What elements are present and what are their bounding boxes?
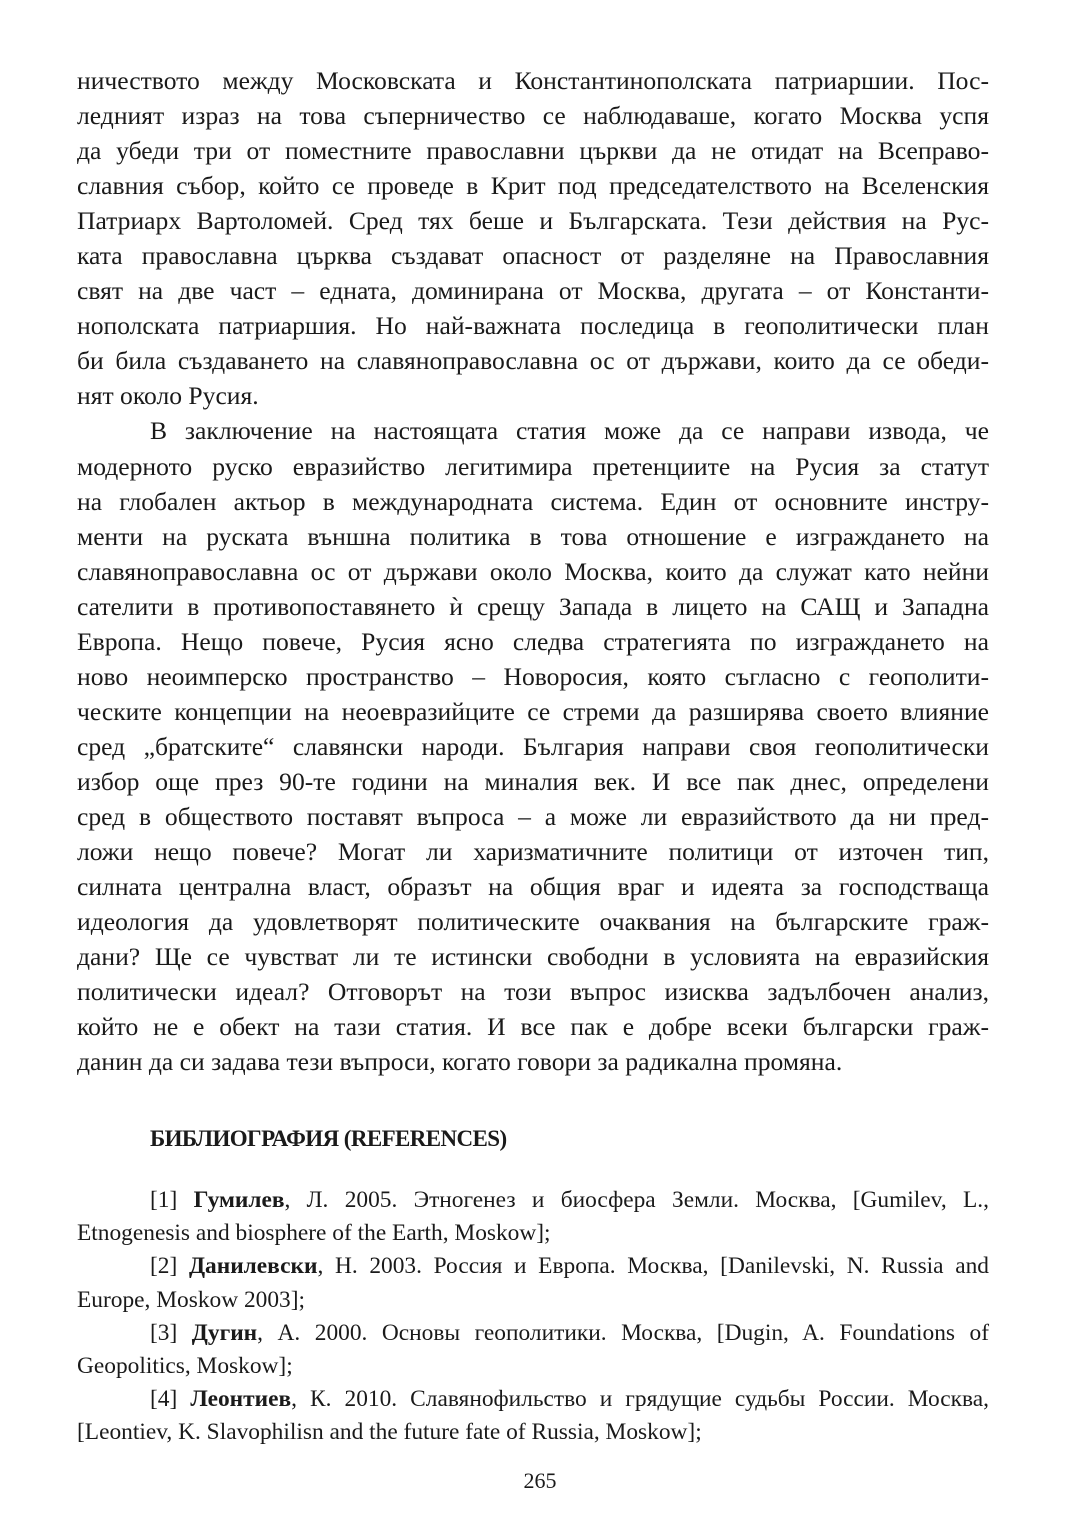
body-line: избор още през 90-те години на миналия век. И все пак днес, определени	[77, 766, 989, 796]
reference-text: [Leontiev, K. Slavophilisn and the future fate of Russia, Moskow];	[77, 1419, 702, 1446]
body-line: дани? Ще се чувстват ли те истински свободни в условията на евразийския	[77, 942, 989, 972]
reference-text: Etnogenesis and biosphere of the Earth, Moskow];	[77, 1220, 551, 1247]
reference-entry	[77, 1317, 989, 1383]
reference-entry	[77, 1184, 989, 1250]
page-content	[77, 63, 990, 1446]
body-line: сред в обществото поставят въпроса – а може ли евразийството да ни пред-	[77, 801, 989, 831]
body-line: сред „братските“ славянски народи. България направи своя геополитически	[77, 731, 989, 761]
bibliography-list	[77, 1184, 989, 1450]
body-line: би била създаването на славяноправославна ос от държави, които да се обеди-	[77, 346, 989, 376]
body-line: В заключение на настоящата статия може да се направи извода, че	[150, 416, 989, 446]
body-line: свят на две част – едната, доминирана от Москва, другата – от Константи-	[77, 276, 989, 306]
page-number: 265	[523, 1468, 557, 1493]
body-line: нополската патриаршия. Но най-важната последица в геополитически план	[77, 311, 989, 341]
body-line: който не е обект на тази статия. И все пак е добре всеки български граж-	[77, 1012, 989, 1042]
reference-entry	[77, 1383, 989, 1449]
body-line: ничеството между Московската и Константинополската патриаршии. Пос-	[77, 66, 989, 95]
body-text	[77, 63, 989, 1079]
body-line: ката православна църква създават опасност от разделяне на Православния	[77, 241, 989, 271]
reference-text: , Л. 2005. Этногенез и биосфера Земли. Москва, [Gumilev, L.,	[284, 1187, 989, 1213]
body-line: на глобален актьор в международната система. Един от основните инстру-	[77, 486, 989, 516]
body-line: модерното руско евразийство легитимира претенциите на Русия за статут	[77, 451, 989, 481]
reference-author: Дугин	[191, 1319, 258, 1346]
reference-author: Гумилев	[193, 1187, 285, 1213]
body-line: ледният израз на това съперничество се наблюдаваше, когато Москва успя	[77, 101, 989, 131]
reference-text: , А. 2000. Основы геополитики. Москва, [Dugin, A. Foundations of	[257, 1319, 989, 1346]
reference-number: [2]	[150, 1253, 178, 1280]
reference-text: , К. 2010. Славянофильство и грядущие судьбы России. Москва,	[291, 1386, 990, 1413]
body-line: Европа. Нещо повече, Русия ясно следва стратегията по изграждането на	[77, 626, 989, 656]
body-line: менти на руската външна политика в това отношение е изграждането на	[77, 521, 989, 551]
body-line: силната централна власт, образът на общия враг и идеята за господстваща	[77, 872, 989, 902]
body-line: славяноправославна ос от държави около Москва, които да служат като нейни	[77, 556, 989, 586]
reference-text: Geopolitics, Moskow];	[77, 1353, 293, 1380]
reference-number: [3]	[150, 1319, 178, 1346]
body-line: политически идеал? Отговорът на този въпрос изисква задълбочен анализ,	[77, 977, 989, 1007]
body-line: нят около Русия.	[77, 381, 259, 411]
reference-text: , Н. 2003. Россия и Европа. Москва, [Danilevski, N. Russia and	[317, 1253, 989, 1280]
body-line: сателити в противопоставянето ѝ срещу Запада в лицето на САЩ и Западна	[77, 591, 989, 621]
reference-entry	[77, 1250, 989, 1316]
reference-number: [1]	[150, 1187, 178, 1213]
reference-author: Данилевски	[188, 1253, 318, 1280]
body-line: да убеди три от поместните православни църкви да не отидат на Всеправо-	[77, 136, 989, 166]
reference-number: [4]	[150, 1386, 178, 1413]
body-line: ново неоимперско пространство – Новоросия, която съгласно с геополити-	[77, 661, 989, 691]
reference-text: Europe, Moskow 2003];	[77, 1286, 306, 1313]
body-line: Патриарх Вартоломей. Сред тях беше и Българската. Тези действия на Рус-	[77, 206, 989, 236]
body-line: данин да си задава тези въпроси, когато говори за радикална промяна.	[77, 1047, 843, 1077]
body-line: ложи нещо повече? Могат ли харизматичните политици от източен тип,	[77, 837, 989, 867]
reference-author: Леонтиев	[190, 1386, 292, 1413]
body-line: ческите концепции на неоевразийците се стреми да разширява своето влияние	[77, 696, 989, 726]
body-line: идеология да удовлетворят политическите очаквания на българските граж-	[77, 907, 989, 937]
body-line: славния събор, който се проведе в Крит под председателството на Вселенския	[77, 171, 989, 201]
bibliography-heading: БИБЛИОГРАФИЯ (REFERENCES)	[150, 1126, 507, 1151]
